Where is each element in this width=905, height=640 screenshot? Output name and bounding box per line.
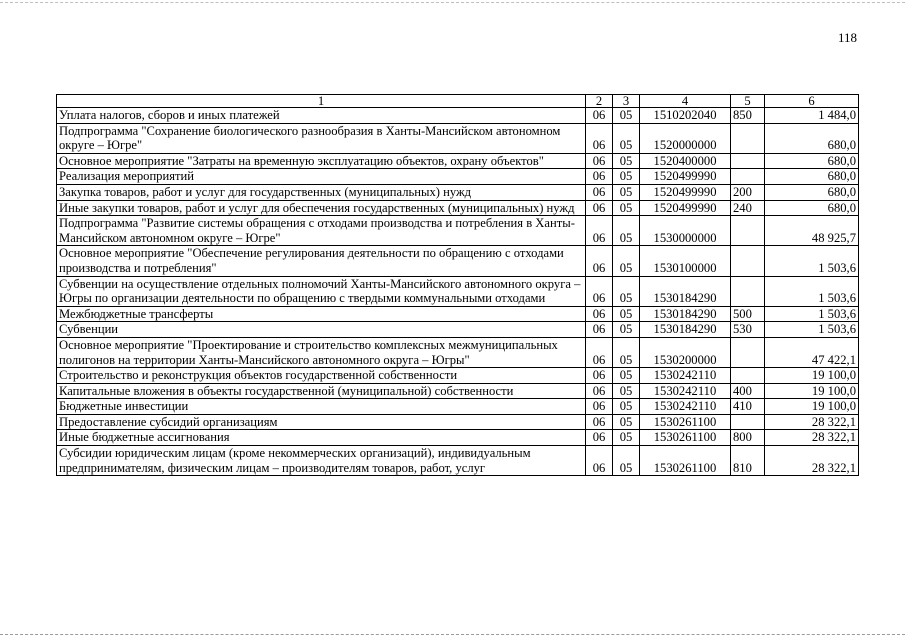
row-name: Закупка товаров, работ и услуг для государственных (муниципальных) нужд [57, 184, 586, 200]
row-name: Субвенции [57, 322, 586, 338]
row-name: Межбюджетные трансферты [57, 306, 586, 322]
row-expense-type [731, 337, 765, 367]
row-amount: 28 322,1 [765, 446, 859, 476]
row-amount: 680,0 [765, 169, 859, 185]
row-section: 06 [586, 246, 613, 276]
row-amount: 680,0 [765, 153, 859, 169]
row-section: 06 [586, 276, 613, 306]
row-expense-type [731, 246, 765, 276]
row-expense-type [731, 368, 765, 384]
row-amount: 1 484,0 [765, 108, 859, 124]
row-subsection: 05 [613, 399, 640, 415]
row-amount: 47 422,1 [765, 337, 859, 367]
row-name: Подпрограмма "Развитие системы обращения с отходами производства и потребления в Ханты-Мансийском автономном округе – Югре" [57, 216, 586, 246]
row-target-code: 1530184290 [640, 306, 731, 322]
row-expense-type: 810 [731, 446, 765, 476]
row-target-code: 1530184290 [640, 276, 731, 306]
row-amount: 48 925,7 [765, 216, 859, 246]
row-expense-type [731, 169, 765, 185]
row-amount: 1 503,6 [765, 322, 859, 338]
header-col-3: 3 [613, 95, 640, 108]
row-expense-type: 400 [731, 383, 765, 399]
row-subsection: 05 [613, 276, 640, 306]
row-subsection: 05 [613, 414, 640, 430]
row-amount: 680,0 [765, 184, 859, 200]
table-row [57, 108, 859, 124]
page-number: 118 [838, 30, 858, 45]
row-section: 06 [586, 383, 613, 399]
row-expense-type [731, 276, 765, 306]
row-target-code: 1530242110 [640, 383, 731, 399]
row-section: 06 [586, 430, 613, 446]
row-subsection: 05 [613, 216, 640, 246]
table-row [57, 414, 859, 430]
row-amount: 680,0 [765, 200, 859, 216]
row-amount: 28 322,1 [765, 414, 859, 430]
row-section: 06 [586, 337, 613, 367]
row-subsection: 05 [613, 337, 640, 367]
row-target-code: 1520499990 [640, 184, 731, 200]
row-subsection: 05 [613, 368, 640, 384]
row-subsection: 05 [613, 108, 640, 124]
row-name: Основное мероприятие "Проектирование и строительство комплексных межмуниципальных полигонов на территории Ханты-Мансийского автономного округа – Югры" [57, 337, 586, 367]
row-expense-type: 200 [731, 184, 765, 200]
row-target-code: 1530184290 [640, 322, 731, 338]
row-subsection: 05 [613, 184, 640, 200]
row-section: 06 [586, 169, 613, 185]
row-name: Основное мероприятие "Обеспечение регулирования деятельности по обращению с отходами производства и потребления" [57, 246, 586, 276]
row-subsection: 05 [613, 153, 640, 169]
table-row [57, 430, 859, 446]
row-target-code: 1520499990 [640, 169, 731, 185]
table-row [57, 337, 859, 367]
table-row [57, 169, 859, 185]
row-section: 06 [586, 306, 613, 322]
row-expense-type: 240 [731, 200, 765, 216]
row-name: Капитальные вложения в объекты государственной (муниципальной) собственности [57, 383, 586, 399]
row-target-code: 1530100000 [640, 246, 731, 276]
row-target-code: 1530242110 [640, 368, 731, 384]
table-row [57, 123, 859, 153]
row-amount: 19 100,0 [765, 399, 859, 415]
row-name: Иные закупки товаров, работ и услуг для обеспечения государственных (муниципальных) нужд [57, 200, 586, 216]
row-name: Основное мероприятие "Затраты на временную эксплуатацию объектов, охрану объектов" [57, 153, 586, 169]
row-name: Иные бюджетные ассигнования [57, 430, 586, 446]
table-row [57, 153, 859, 169]
row-expense-type: 410 [731, 399, 765, 415]
row-target-code: 1520499990 [640, 200, 731, 216]
row-section: 06 [586, 123, 613, 153]
row-target-code: 1530200000 [640, 337, 731, 367]
row-subsection: 05 [613, 430, 640, 446]
row-amount: 19 100,0 [765, 383, 859, 399]
row-name: Уплата налогов, сборов и иных платежей [57, 108, 586, 124]
table-row [57, 246, 859, 276]
row-section: 06 [586, 216, 613, 246]
row-amount: 1 503,6 [765, 276, 859, 306]
scan-edge-top [0, 2, 905, 3]
row-expense-type [731, 414, 765, 430]
row-name: Предоставление субсидий организациям [57, 414, 586, 430]
row-name: Реализация мероприятий [57, 169, 586, 185]
row-expense-type [731, 153, 765, 169]
row-target-code: 1530261100 [640, 446, 731, 476]
row-name: Подпрограмма "Сохранение биологического разнообразия в Ханты-Мансийском автономном округе – Югре" [57, 123, 586, 153]
table-row [57, 399, 859, 415]
table-header-row [57, 95, 859, 108]
row-amount: 1 503,6 [765, 306, 859, 322]
row-expense-type [731, 216, 765, 246]
row-expense-type [731, 123, 765, 153]
row-amount: 1 503,6 [765, 246, 859, 276]
row-expense-type: 850 [731, 108, 765, 124]
row-subsection: 05 [613, 246, 640, 276]
row-section: 06 [586, 108, 613, 124]
row-section: 06 [586, 184, 613, 200]
row-subsection: 05 [613, 446, 640, 476]
row-name: Субсидии юридическим лицам (кроме некоммерческих организаций), индивидуальным предпринимателям, физическим лицам – производителям товаров, работ, услуг [57, 446, 586, 476]
table-row [57, 383, 859, 399]
row-target-code: 1520000000 [640, 123, 731, 153]
row-name: Бюджетные инвестиции [57, 399, 586, 415]
table-row [57, 368, 859, 384]
row-expense-type: 500 [731, 306, 765, 322]
row-name: Субвенции на осуществление отдельных полномочий Ханты-Мансийского автономного округа – Югры по организации деятельности по обращению с твердыми коммунальными отходами [57, 276, 586, 306]
row-target-code: 1530261100 [640, 414, 731, 430]
row-section: 06 [586, 322, 613, 338]
table-row [57, 200, 859, 216]
header-col-2: 2 [586, 95, 613, 108]
header-col-5: 5 [731, 95, 765, 108]
row-subsection: 05 [613, 322, 640, 338]
row-target-code: 1530000000 [640, 216, 731, 246]
row-target-code: 1530242110 [640, 399, 731, 415]
row-subsection: 05 [613, 169, 640, 185]
row-subsection: 05 [613, 383, 640, 399]
table-body [57, 108, 859, 476]
header-col-6: 6 [765, 95, 859, 108]
row-name: Строительство и реконструкция объектов государственной собственности [57, 368, 586, 384]
row-target-code: 1530261100 [640, 430, 731, 446]
table-row [57, 306, 859, 322]
scan-edge-bottom [0, 634, 905, 635]
row-target-code: 1520400000 [640, 153, 731, 169]
row-amount: 680,0 [765, 123, 859, 153]
row-section: 06 [586, 414, 613, 430]
row-section: 06 [586, 368, 613, 384]
row-expense-type: 800 [731, 430, 765, 446]
table-row [57, 322, 859, 338]
row-subsection: 05 [613, 123, 640, 153]
table-row [57, 446, 859, 476]
table-row [57, 184, 859, 200]
row-section: 06 [586, 153, 613, 169]
row-section: 06 [586, 446, 613, 476]
row-expense-type: 530 [731, 322, 765, 338]
row-section: 06 [586, 399, 613, 415]
header-col-4: 4 [640, 95, 731, 108]
header-col-1: 1 [57, 95, 586, 108]
row-amount: 19 100,0 [765, 368, 859, 384]
table-row [57, 216, 859, 246]
budget-table [56, 94, 859, 476]
row-section: 06 [586, 200, 613, 216]
row-subsection: 05 [613, 200, 640, 216]
row-subsection: 05 [613, 306, 640, 322]
row-target-code: 1510202040 [640, 108, 731, 124]
row-amount: 28 322,1 [765, 430, 859, 446]
table-row [57, 276, 859, 306]
